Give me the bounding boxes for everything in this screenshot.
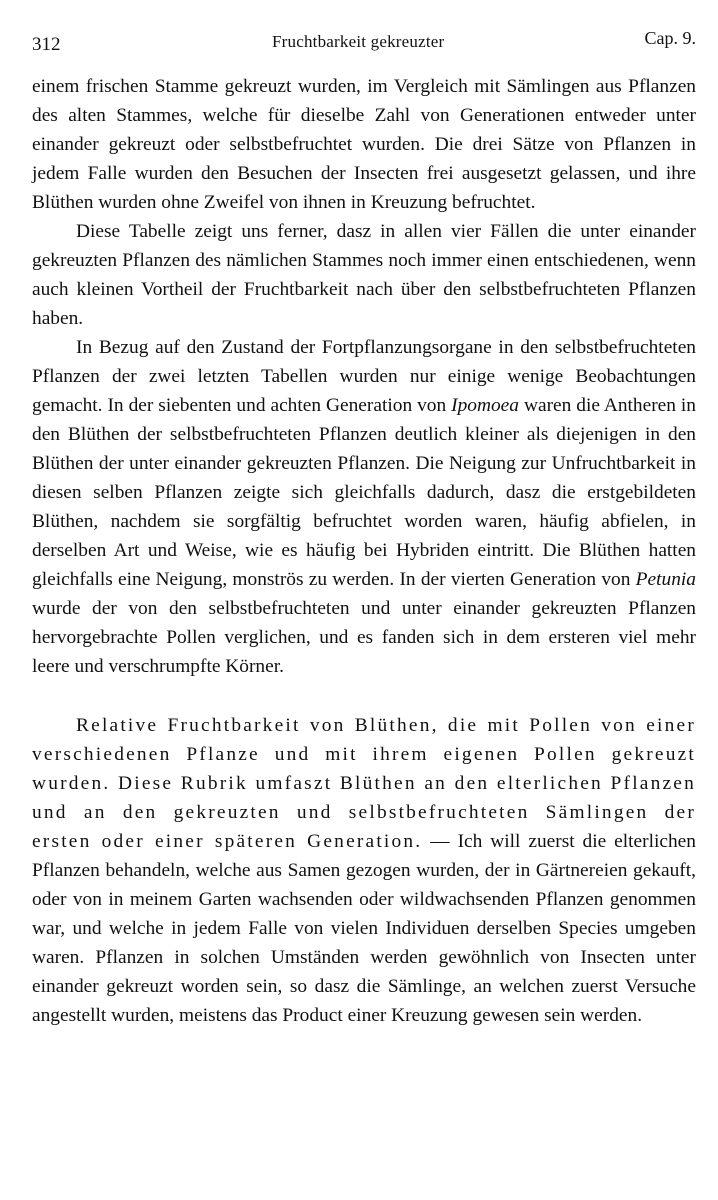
genus-petunia: Petunia — [635, 569, 696, 590]
paragraph-reproductive-organs — [32, 333, 696, 681]
paragraph-text: — Ich will zuerst die elterlichen Pflanzen behandeln, welche aus Samen gezogen wurden, der in Gärtnereien gekauft, oder von in meinem Garten wachsenden oder wildwachsenden Pflanzen genommen war, und welche in jedem Falle von vielen Individuen derselben Species umgeben waren. Pflanzen in solchen Umständen werden gewöhnlich von Insecten unter einander gekreuzt worden sein, so dasz die Sämlinge, an welchen zuerst Versuche angestellt wurden, meistens das Product einer Kreuzung gewesen sein werden. — [32, 831, 696, 1026]
genus-ipomoea: Ipomoea — [451, 395, 519, 416]
paragraph-text: In Bezug auf den Zustand der Fortpflanzungsorgane in den selbstbefruchteten Pflanzen der zwei letzten Tabellen wurden nur einige wenige Beobachtungen gemacht. In der siebenten und achten Generation von — [32, 337, 696, 416]
paragraph-table-summary: Diese Tabelle zeigt uns ferner, dasz in allen vier Fällen die unter einander gekreuzten Pflanzen des nämlichen Stammes noch immer einen entschiedenen, wenn auch kleinen Vortheil der Fruchtbarkeit nach über den selbstbefruchteten Pflanzen haben. — [32, 221, 696, 329]
running-title: Fruchtbarkeit gekreuzter — [272, 32, 445, 51]
paragraph-text: wurde der von den selbstbefruchteten und unter einander gekreuzten Pflanzen hervorgebrachte Pollen verglichen, und es fanden sich in dem ersteren viel mehr leere und verschrumpfte Körner. — [32, 598, 696, 677]
paragraph-text: waren die Antheren in den Blüthen der selbstbefruchteten Pflanzen deutlich kleiner als diejenigen in den Blüthen der unter einander gekreuzten Pflanzen. Die Neigung zur Unfruchtbarkeit in diesen selben Pflanzen zeigte sich gleichfalls dadurch, dasz die erstgebildeten Blüthen, nachdem sie sorgfältig befruchtet worden waren, häufig abfielen, in derselben Art und Weise, wie es häufig bei Hybriden eintritt. Die Blüthen hatten gleichfalls eine Neigung, monströs zu werden. In der vierten Generation von — [32, 395, 696, 590]
chapter-label: Cap. 9. — [644, 28, 696, 48]
paragraph-relative-fertility — [32, 711, 696, 1030]
section-gap — [32, 681, 696, 711]
running-head — [32, 28, 696, 56]
section-heading: Relative Fruchtbarkeit von Blüthen, die mit Pollen von einer verschiedenen Pflanze und mit ihrem eigenen Pollen gekreuzt wurden. Diese Rubrik umfaszt Blüthen an den elterlichen Pflanzen und an den gekreuzten und selbstbefruchteten Sämlingen der ersten oder einer späteren Generation. — [32, 715, 696, 852]
paragraph-continuation: einem frischen Stamme gekreuzt wurden, im Vergleich mit Sämlingen aus Pflanzen des alten Stammes, welche für dieselbe Zahl von Generationen entweder unter einander gekreuzt oder selbstbefruchtet wurden. Die drei Sätze von Pflanzen in jedem Falle wurden den Besuchen der Insecten frei ausgesetzt gelassen, und ihre Blüthen wurden ohne Zweifel von ihnen in Kreuzung befruchtet. — [32, 76, 696, 213]
page-number: 312 — [32, 34, 61, 55]
